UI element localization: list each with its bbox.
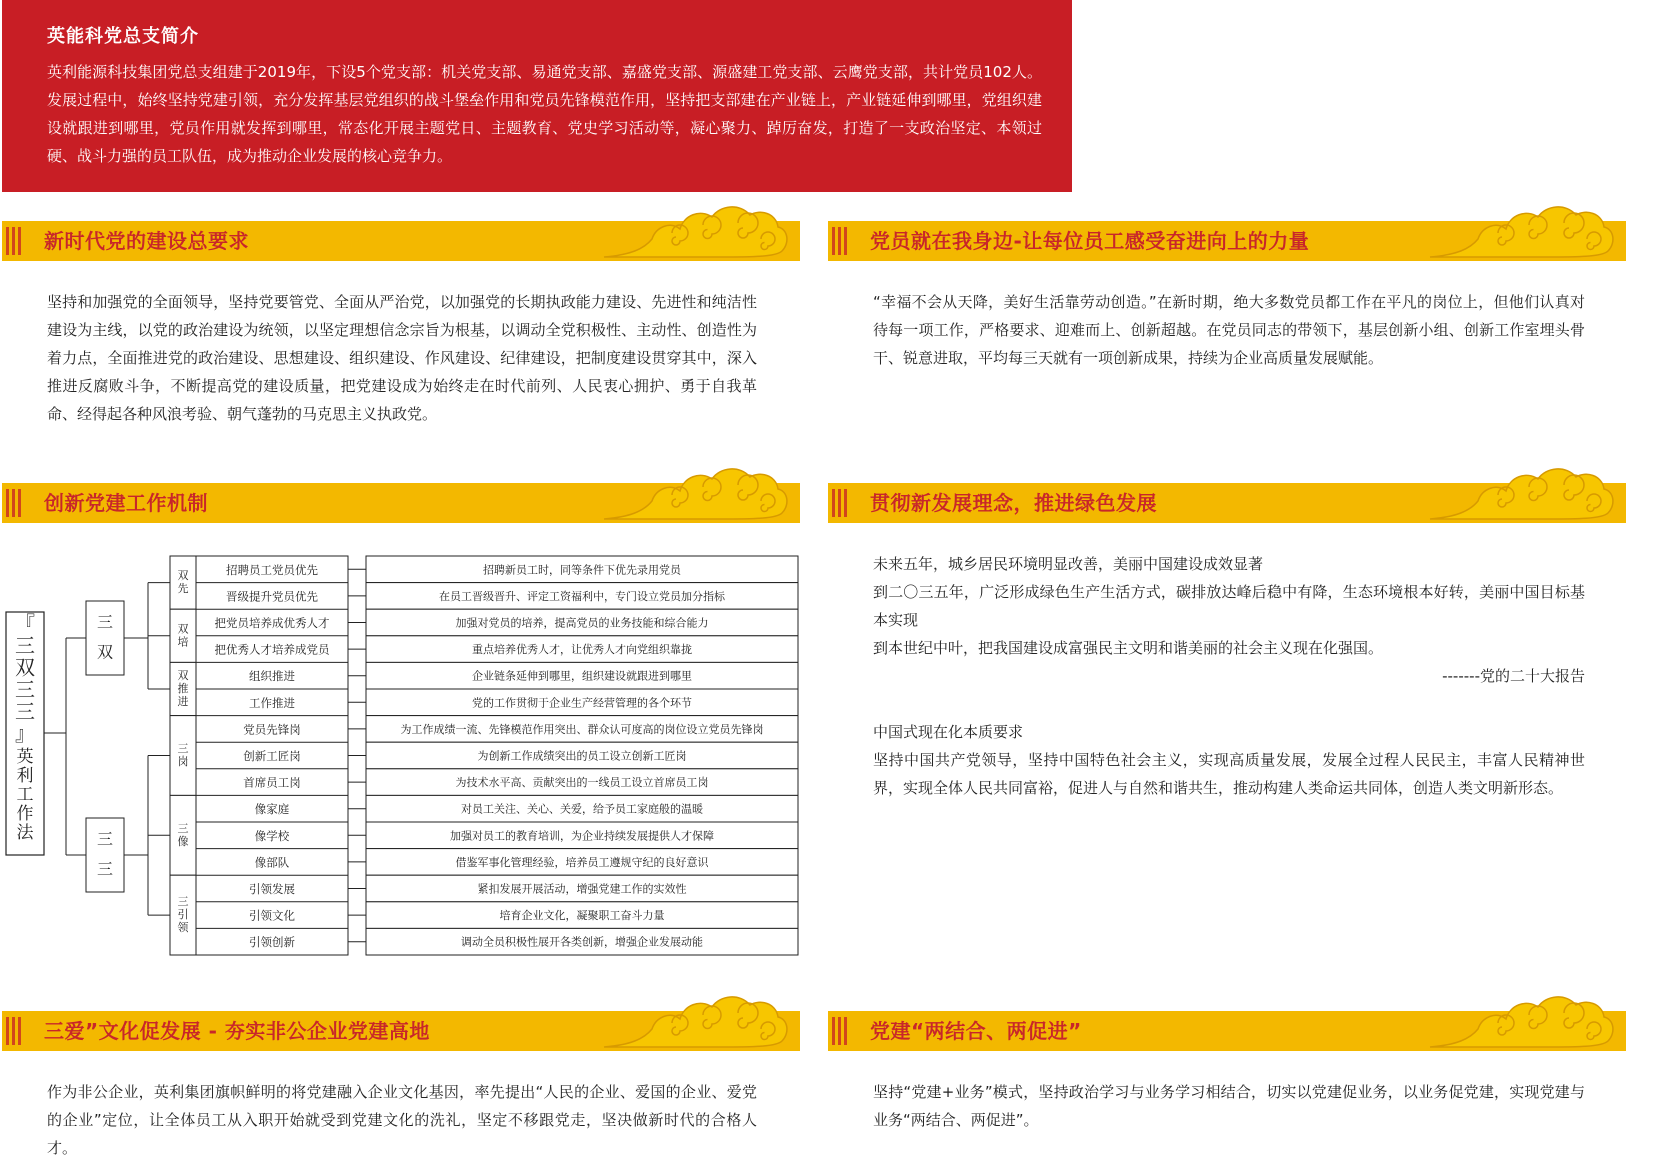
group-node-char: 先 [177, 582, 189, 596]
item-name-label: 组织推进 [249, 669, 295, 684]
item-name-label: 创新工匠岗 [243, 749, 301, 763]
group-node-char: 引 [177, 908, 189, 922]
item-desc-label: 调动全员积极性展开各类创新，增强企业发展动能 [461, 935, 703, 949]
branch-node-char: 三 [96, 829, 114, 849]
branch-node-char: 双 [96, 642, 114, 662]
banner-stripes [832, 227, 846, 255]
item-desc-label: 对员工关注、关心、关爱，给予员工家庭般的温暖 [461, 802, 703, 816]
item-name-label: 引领发展 [249, 882, 295, 896]
item-name-label: 把优秀人才培养成党员 [214, 642, 330, 657]
section-banner-s1 [2, 221, 800, 261]
item-name-label: 党员先锋岗 [243, 722, 301, 737]
auspicious-cloud-icon [600, 461, 790, 523]
section-banner-s4 [828, 483, 1626, 523]
item-desc-label: 紧扣发展开展活动，增强党建工作的实效性 [477, 882, 687, 896]
item-name-label: 引领文化 [249, 908, 295, 923]
item-desc-label: 企业链条延伸到哪里，组织建设就跟进到哪里 [472, 669, 692, 683]
group-node-char: 双 [177, 669, 189, 682]
item-desc-label: 重点培养优秀人才，让优秀人才向党组织靠拢 [472, 643, 692, 657]
group-node-char: 领 [177, 921, 189, 935]
banner-stripes [832, 489, 846, 517]
section-banner-s3 [2, 483, 800, 523]
s6-paragraph: 坚持“党建+业务”模式，坚持政治学习与业务学习相结合，切实以党建促业务，以业务促党建，实现党建与业务“两结合、两促进”。 [873, 1083, 1585, 1129]
intro-panel [2, 0, 1072, 192]
group-node-char: 推 [177, 682, 189, 695]
section-body-s6 [873, 1078, 1585, 1134]
s4-line-3: 到本世纪中叶，把我国建设成富强民主文明和谐美丽的社会主义现在化强国。 [873, 639, 1384, 657]
intro-title: 英能科党总支简介 [47, 26, 199, 47]
item-desc-label: 加强对党员的培养，提高党员的业务技能和综合能力 [455, 616, 709, 630]
auspicious-cloud-icon [1426, 461, 1616, 523]
item-desc-label: 在员工晋级晋升、评定工资福利中，专门设立党员加分指标 [439, 589, 725, 603]
root-node-char: 『 [15, 611, 35, 636]
item-desc-label: 为创新工作成绩突出的员工设立创新工匠岗 [477, 749, 687, 763]
item-name-label: 工作推进 [249, 695, 295, 710]
root-node-char: 利 [16, 766, 34, 786]
s4-body-2: 坚持中国共产党领导，坚持中国特色社会主义，实现高质量发展，发展全过程人民民主，丰富人民精神世界，实现全体人民共同富裕，促进人与自然和谐共生，推动构建人类命运共同体，创造人类文明新形态。 [873, 751, 1585, 797]
s5-paragraph: 作为非公企业，英利集团旗帜鲜明的将党建融入企业文化基因，率先提出“人民的企业、爱国的企业、爱党的企业”定位，让全体员工从入职开始就受到党建文化的洗礼，坚定不移跟党走，坚决做新时代的合格人才。 [47, 1083, 757, 1157]
item-name-label: 把党员培养成优秀人才 [214, 616, 330, 630]
branch-node-char: 三 [96, 859, 114, 879]
section-body-s4 [873, 550, 1585, 802]
group-node-char: 三 [177, 821, 189, 835]
item-desc-label: 为工作成绩一流、先锋模范作用突出、群众认可度高的岗位设立党员先锋岗 [400, 722, 764, 736]
section-title-s5: 三爱”文化促发展 - 夯实非公企业党建高地 [44, 1019, 430, 1043]
intro-body: 英利能源科技集团党总支组建于2019年，下设5个党支部：机关党支部、易通党支部、嘉盛党支部、源盛建工党支部、云鹰党支部，共计党员102人。发展过程中，始终坚持党建引领，充分发挥基层党组织的战斗堡垒作用和党员先锋模范作用，坚持把支部建在产业链上，产业链延伸到哪里，党组织建设就跟进到哪里，党员作用就发挥到哪里，常态化开展主题党日、主题教育、党史学习活动等，凝心聚力、踔厉奋发，打造了一支政治坚定、本领过硬、战斗力强的员工队伍，成为推动企业发展的核心竞争力。 [47, 63, 1042, 165]
section-title-s3: 创新党建工作机制 [44, 491, 208, 515]
root-node-char: 作 [16, 804, 34, 824]
item-desc-label: 招聘新员工时，同等条件下优先录用党员 [483, 563, 681, 577]
section-body-s2 [873, 288, 1585, 372]
root-node-char: 双 [15, 655, 35, 680]
section-title-s4: 贯彻新发展理念，推进绿色发展 [870, 491, 1157, 515]
root-node-char: 法 [16, 823, 34, 843]
banner-stripes [832, 1017, 846, 1045]
banner-stripes [6, 227, 20, 255]
group-node-char: 双 [177, 622, 189, 636]
section-banner-s6 [828, 1011, 1626, 1051]
item-name-label: 像学校 [254, 828, 290, 843]
group-node-char: 培 [177, 635, 189, 649]
work-method-diagram [0, 555, 810, 965]
section-title-s6: 党建“两结合、两促进” [870, 1019, 1082, 1043]
item-name-label: 首席员工岗 [243, 775, 301, 790]
group-node-char: 双 [177, 569, 189, 583]
root-node-char: 三 [15, 633, 35, 658]
root-node-char: 』 [15, 721, 35, 746]
auspicious-cloud-icon [600, 989, 790, 1051]
s4-subtitle: 中国式现在化本质要求 [873, 723, 1024, 741]
section-title-s2: 党员就在我身边-让每位员工感受奋进向上的力量 [870, 229, 1310, 253]
auspicious-cloud-icon [1426, 199, 1616, 261]
group-node-char: 像 [177, 834, 189, 848]
section-title-s1: 新时代党的建设总要求 [44, 229, 249, 253]
branch-node-char: 三 [96, 612, 114, 632]
s4-line-1: 未来五年，城乡居民环境明显改善，美丽中国建设成效显著 [873, 555, 1264, 573]
item-name-label: 招聘员工党员优先 [226, 562, 318, 577]
s2-paragraph: “幸福不会从天降，美好生活靠劳动创造。”在新时期，绝大多数党员都工作在平凡的岗位上，但他们认真对待每一项工作，严格要求、迎难而上、创新超越。在党员同志的带领下，基层创新小组、创新工作室埋头骨干、锐意进取，平均每三天就有一项创新成果，持续为企业高质量发展赋能。 [873, 293, 1585, 367]
item-name-label: 引领创新 [249, 935, 295, 950]
s1-paragraph: 坚持和加强党的全面领导，坚持党要管党、全面从严治党，以加强党的长期执政能力建设、先进性和纯洁性建设为主线，以党的政治建设为统领，以坚定理想信念宗旨为根基，以调动全党积极性、主动性、创造性为着力点，全面推进党的政治建设、思想建设、组织建设、作风建设、纪律建设，把制度建设贯穿其中，深入推进反腐败斗争，不断提高党的建设质量，把党建设成为始终走在时代前列、人民衷心拥护、勇于自我革命、经得起各种风浪考验、朝气蓬勃的马克思主义执政党。 [47, 293, 757, 423]
section-banner-s2 [828, 221, 1626, 261]
section-body-s1 [47, 288, 757, 428]
s4-line-2: 到二〇三五年，广泛形成绿色生产生活方式，碳排放达峰后稳中有降，生态环境根本好转，美丽中国目标基本实现 [873, 583, 1585, 629]
section-body-s5 [47, 1078, 757, 1162]
item-desc-label: 党的工作贯彻于企业生产经营管理的各个环节 [472, 696, 692, 710]
root-node-char: 工 [16, 785, 34, 805]
item-desc-label: 为技术水平高、贡献突出的一线员工设立首席员工岗 [455, 776, 709, 790]
banner-stripes [6, 489, 20, 517]
item-name-label: 晋级提升党员优先 [226, 589, 318, 604]
root-node-char: 英 [16, 747, 34, 767]
group-node-char: 三 [177, 742, 189, 755]
item-name-label: 像家庭 [254, 802, 290, 817]
group-node-char: 岗 [177, 755, 189, 768]
item-name-label: 像部队 [254, 855, 290, 870]
banner-stripes [6, 1017, 20, 1045]
section-banner-s5 [2, 1011, 800, 1051]
group-node-char: 三 [177, 895, 189, 909]
auspicious-cloud-icon [600, 199, 790, 261]
item-desc-label: 加强对员工的教育培训，为企业持续发展提供人才保障 [450, 829, 714, 843]
s4-source: -------党的二十大报告 [1442, 667, 1585, 685]
root-node-char: 三 [15, 699, 35, 724]
group-node-char: 进 [177, 695, 189, 708]
item-desc-label: 培育企业文化，凝聚职工奋斗力量 [499, 909, 665, 923]
auspicious-cloud-icon [1426, 989, 1616, 1051]
root-node-char: 三 [15, 677, 35, 702]
item-desc-label: 借鉴军事化管理经验，培养员工遵规守纪的良好意识 [455, 855, 709, 869]
